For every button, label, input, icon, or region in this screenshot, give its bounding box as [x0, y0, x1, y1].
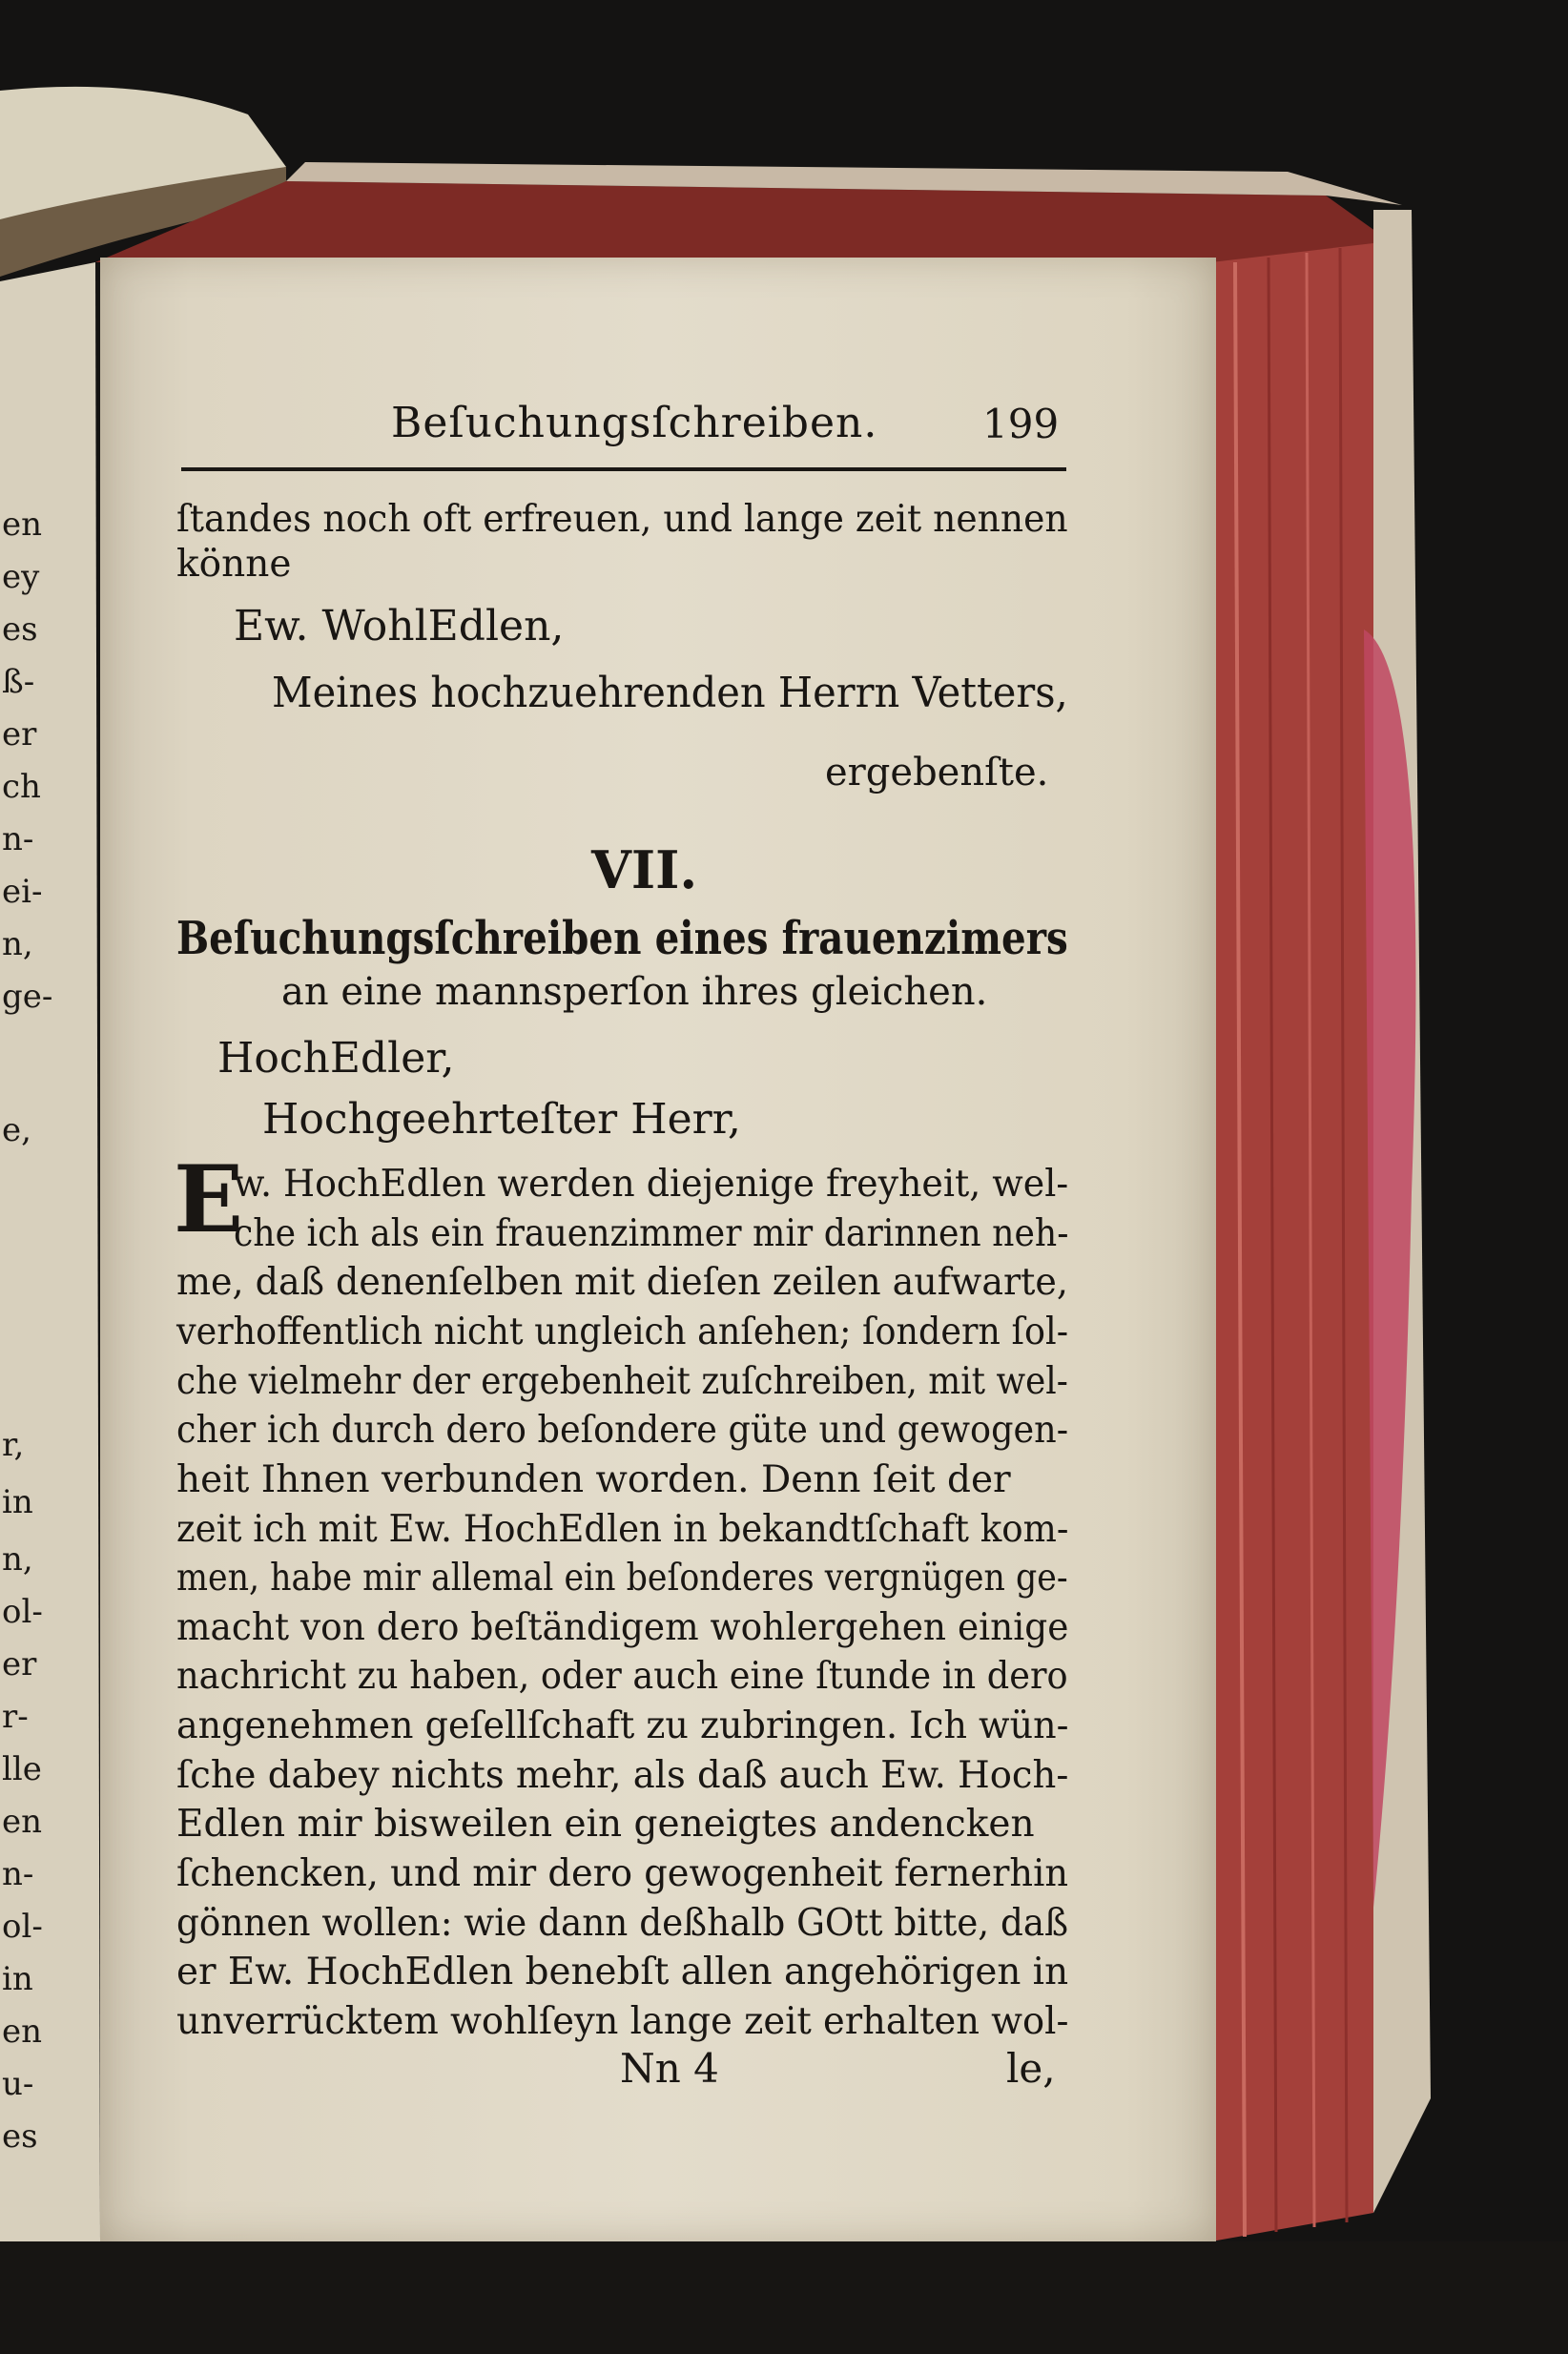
margin-fragment: ey	[2, 558, 40, 596]
page-number: 199	[982, 401, 1060, 447]
margin-fragment: er	[2, 715, 37, 754]
text-line: ſtandes noch oft erfreuen, und lange zeit nennen	[176, 498, 1068, 541]
margin-fragment: in	[2, 1483, 33, 1521]
body-line: angenehmen geſellſchaft zu zubringen. Ich wün-	[176, 1704, 1069, 1747]
margin-fragment: ol-	[2, 1908, 43, 1946]
margin-fragment: ge-	[2, 978, 53, 1016]
body-line: w. HochEdlen werden diejenige freyheit, wel-	[234, 1163, 1069, 1206]
body-line: verhoffentlich nicht ungleich anſehen; ſondern ſol-	[176, 1311, 1069, 1353]
closing-address-line: Meines hochzuehrenden Herrn Vetters,	[272, 669, 1068, 717]
margin-fragment: u-	[2, 2065, 34, 2103]
body-line: me, daß denenſelben mit dieſen zeilen aufwarte,	[176, 1261, 1068, 1304]
margin-fragment: es	[2, 2117, 38, 2156]
body-line: ſchencken, und mir dero gewogenheit fernerhin	[176, 1852, 1069, 1895]
salutation-line: Hochgeehrteſter Herr,	[262, 1095, 741, 1144]
body-line: nachricht zu haben, oder auch eine ſtunde in dero	[176, 1655, 1068, 1698]
text-line: könne	[176, 543, 292, 586]
margin-fragment: n-	[2, 1855, 34, 1893]
margin-fragment: e,	[2, 1111, 31, 1149]
section-title: Beſuchungsſchreiben eines frauenzimers	[176, 912, 1068, 965]
signoff: ergebenſte.	[825, 751, 1049, 795]
margin-fragment: es	[2, 610, 38, 649]
drop-capital: E	[174, 1146, 244, 1253]
section-number: VII.	[591, 839, 698, 900]
margin-fragment: n,	[2, 1540, 33, 1579]
body-line: gönnen wollen: wie dann deßhalb GOtt bitte, daß	[176, 1902, 1069, 1945]
body-line: Edlen mir bisweilen ein geneigtes andencken	[176, 1803, 1035, 1846]
header-rule	[181, 467, 1066, 471]
margin-fragment: lle	[2, 1750, 42, 1788]
body-line: che vielmehr der ergebenheit zuſchreiben, mit wel-	[176, 1360, 1068, 1403]
body-line: ſche dabey nichts mehr, als daß auch Ew. Hoch-	[176, 1754, 1069, 1797]
body-line: cher ich durch dero beſondere güte und gewogen-	[176, 1409, 1069, 1452]
closing-address-line: Ew. WohlEdlen,	[234, 602, 565, 650]
margin-fragment: r,	[2, 1426, 25, 1464]
catchword: le,	[1006, 2045, 1056, 2092]
body-line: er Ew. HochEdlen benebſt allen angehörigen in	[176, 1951, 1069, 1993]
body-line: heit Ihnen verbunden worden. Denn ſeit der	[176, 1458, 1011, 1501]
body-line: unverrücktem wohlſeyn lange zeit erhalten wol-	[176, 2000, 1069, 2043]
margin-fragment: ch	[2, 768, 41, 806]
margin-fragment: ei-	[2, 873, 43, 911]
body-line: che ich als ein frauenzimmer mir darinnen neh-	[234, 1212, 1069, 1255]
margin-fragment: n-	[2, 820, 34, 858]
margin-fragment: ß-	[2, 663, 35, 701]
body-line: macht von dero beſtändigem wohlergehen einige	[176, 1606, 1069, 1649]
margin-fragment: r-	[2, 1698, 29, 1736]
running-head: Beſuchungsſchreiben.	[391, 399, 878, 447]
margin-fragment: in	[2, 1960, 33, 1998]
margin-fragment: n,	[2, 925, 33, 963]
body-line: zeit ich mit Ew. HochEdlen in bekandtſchaft kom-	[176, 1508, 1069, 1551]
margin-fragment: en	[2, 2013, 43, 2051]
body-line: men, habe mir allemal ein beſonderes vergnügen ge-	[176, 1557, 1068, 1600]
margin-fragment: ol-	[2, 1593, 43, 1631]
printer-signature: Nn 4	[620, 2045, 719, 2092]
margin-fragment: er	[2, 1645, 37, 1683]
margin-fragment: en	[2, 506, 43, 544]
margin-fragment: en	[2, 1803, 43, 1841]
salutation-line: HochEdler,	[217, 1034, 455, 1083]
section-subtitle: an eine mannsperſon ihres gleichen.	[281, 970, 988, 1014]
